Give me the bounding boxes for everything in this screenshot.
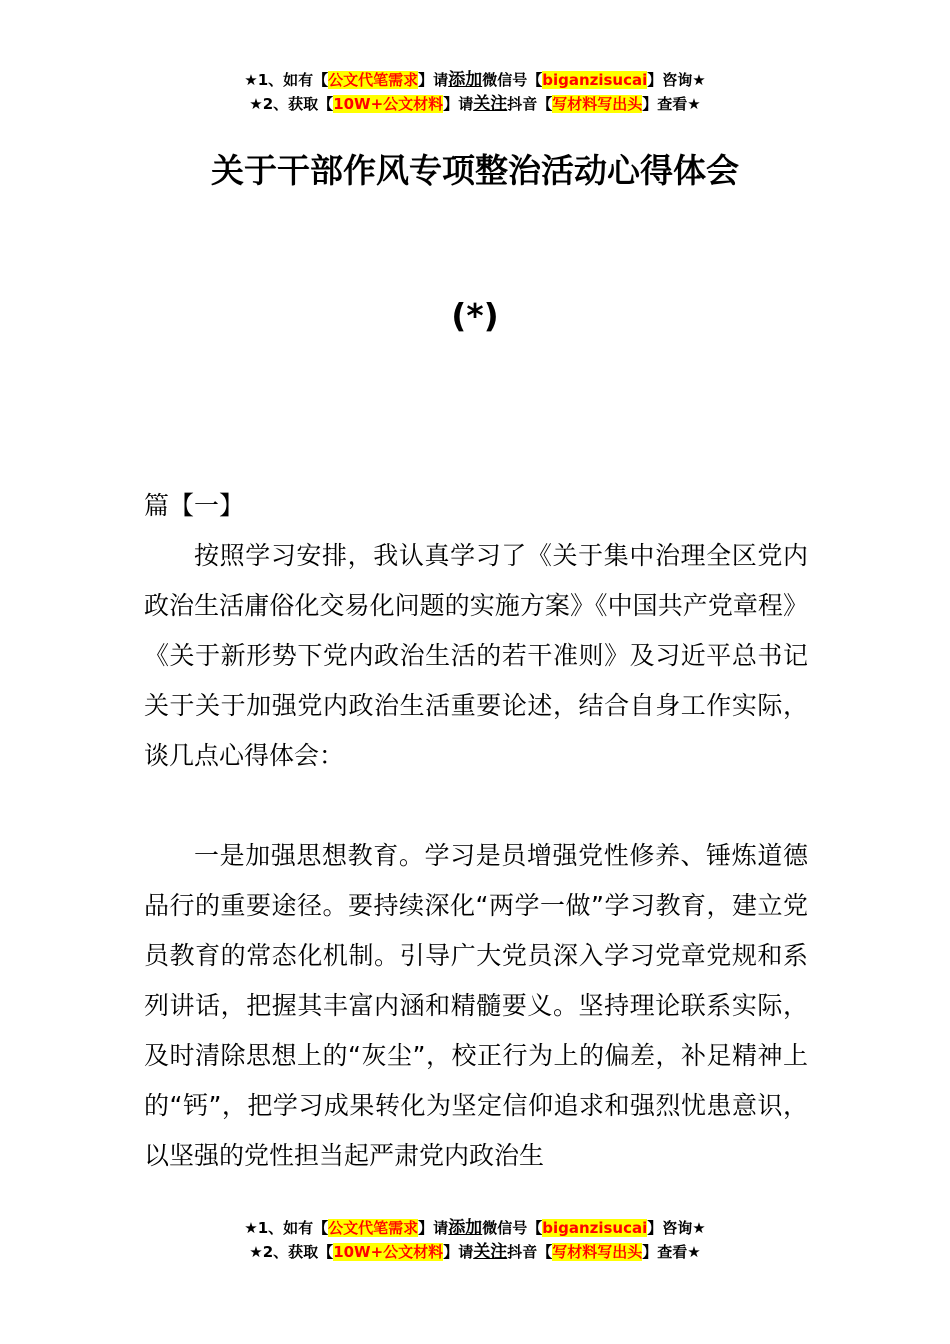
banner-emphasis: 添加 [448, 1218, 483, 1238]
banner-highlight: 公文代笔需求 [328, 71, 419, 89]
banner-highlight: 写材料写出头 [552, 1243, 643, 1261]
banner-highlight: biganzisucai [542, 71, 648, 89]
banner-text: ★2、获取【 [249, 1243, 334, 1261]
banner-text: 微信号【 [482, 71, 543, 89]
banner-text: 微信号【 [482, 1219, 543, 1237]
banner-text: ★1、如有【 [244, 1219, 329, 1237]
banner-text: 】请 [418, 1219, 449, 1237]
banner-text: 抖音【 [507, 1243, 553, 1261]
header-banner [0, 68, 950, 116]
banner-text: 】查看★ [642, 95, 701, 113]
document-body [144, 481, 808, 1181]
banner-text: 】请 [418, 71, 449, 89]
paragraph: 按照学习安排，我认真学习了《关于集中治理全区党内政治生活庸俗化交易化问题的实施方案》《中国共产党章程》《关于新形势下党内政治生活的若干准则》及习近平总书记关于关于加强党内政治生活重要论述，结合自身工作实际，谈几点心得体会： [144, 541, 808, 770]
banner-text: 】查看★ [642, 1243, 701, 1261]
banner-line-1 [0, 1216, 950, 1240]
banner-text: ★2、获取【 [249, 95, 334, 113]
banner-highlight: 10W+公文材料 [333, 95, 444, 113]
section-heading: 篇【一】 [144, 491, 245, 520]
document-mark: (*) [451, 296, 499, 335]
banner-text: 】咨询★ [647, 1219, 706, 1237]
banner-text: ★1、如有【 [244, 71, 329, 89]
banner-text: 】咨询★ [647, 71, 706, 89]
banner-emphasis: 关注 [473, 1242, 508, 1262]
banner-text: 】请 [443, 95, 474, 113]
document-title: 关于干部作风专项整治活动心得体会 [211, 151, 739, 190]
paragraph: 一是加强思想教育。学习是员增强党性修养、锤炼道德品行的重要途径。要持续深化“两学一做”学习教育，建立党员教育的常态化机制。引导广大党员深入学习党章党规和系列讲话，把握其丰富内涵和精髓要义。坚持理论联系实际，及时清除思想上的“灰尘”，校正行为上的偏差，补足精神上的“钙”，把学习成果转化为坚定信仰追求和强烈忧患意识，以坚强的党性担当起严肃党内政治生 [144, 841, 808, 1170]
banner-highlight: 10W+公文材料 [333, 1243, 444, 1261]
banner-text: 抖音【 [507, 95, 553, 113]
banner-highlight: 写材料写出头 [552, 95, 643, 113]
banner-highlight: 公文代笔需求 [328, 1219, 419, 1237]
banner-emphasis: 添加 [448, 70, 483, 90]
banner-line-2 [0, 1240, 950, 1264]
banner-emphasis: 关注 [473, 94, 508, 114]
banner-line-1 [0, 68, 950, 92]
footer-banner [0, 1216, 950, 1264]
banner-line-2 [0, 92, 950, 116]
paragraph-spacer [144, 781, 808, 831]
banner-highlight: biganzisucai [542, 1219, 648, 1237]
banner-text: 】请 [443, 1243, 474, 1261]
